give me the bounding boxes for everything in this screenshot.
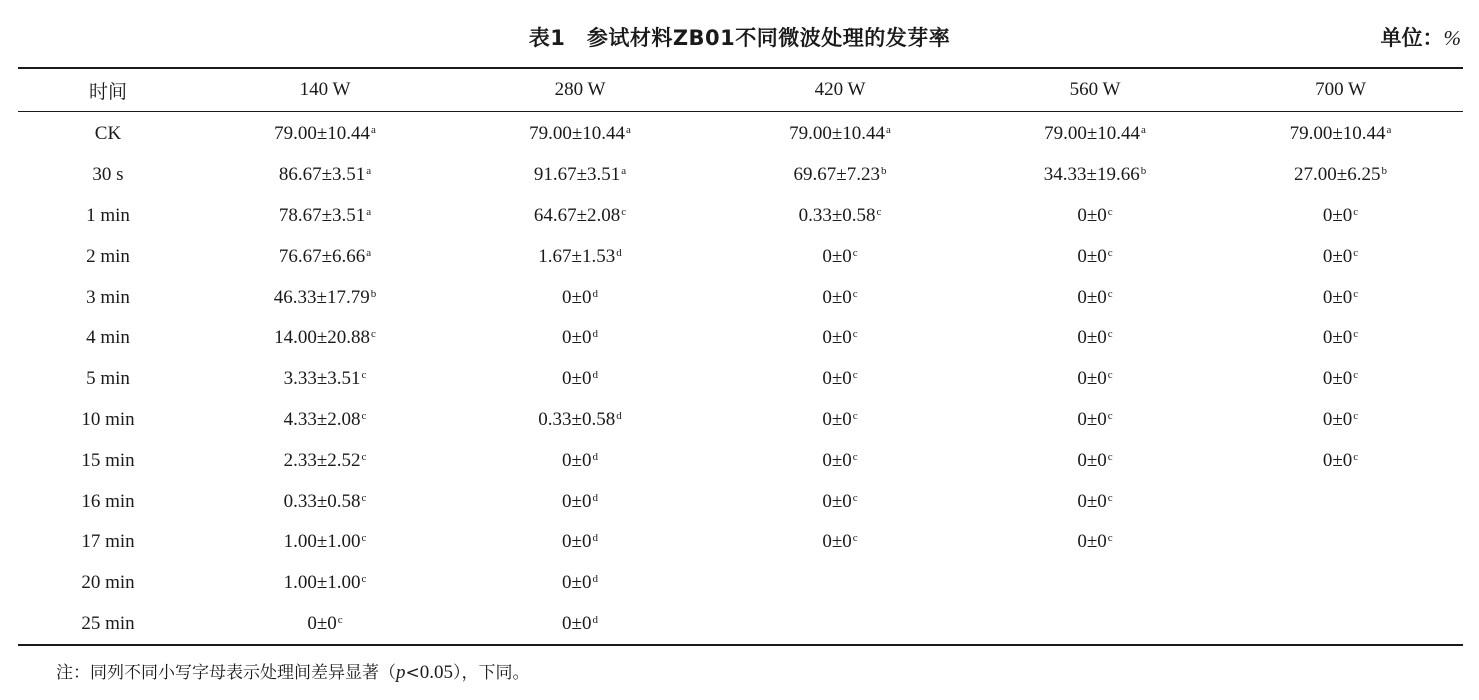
value-cell <box>972 277 1218 318</box>
value-cell <box>708 400 972 441</box>
germination-rate-table <box>18 67 1463 646</box>
footnote-threshold: 0.05 <box>419 662 453 683</box>
significance-letter: b <box>1140 165 1147 178</box>
significance-letter: c <box>876 205 882 218</box>
mean-sd-value: 3.33±3.51 <box>283 368 361 390</box>
significance-letter: c <box>1353 409 1359 422</box>
column-header-140w: 140 W <box>299 79 351 100</box>
value-cell <box>708 236 972 277</box>
mean-sd-value: 0±0 <box>822 368 852 390</box>
significance-letter: c <box>1353 450 1359 463</box>
significance-letter: c <box>1107 328 1113 341</box>
mean-sd-value: 0±0 <box>562 531 592 553</box>
mean-sd-value: 79.00±10.44 <box>1044 123 1141 145</box>
value-cell <box>452 277 708 318</box>
mean-sd-value: 0±0 <box>1077 245 1107 267</box>
value-cell <box>972 196 1218 237</box>
table-row <box>18 236 1463 277</box>
significance-letter: a <box>1141 124 1146 137</box>
unit-label <box>1381 20 1462 56</box>
mean-sd-value: 0±0 <box>822 531 852 553</box>
significance-letter: c <box>361 369 367 382</box>
column-header-700w: 700 W <box>1315 79 1366 100</box>
mean-sd-value: 79.00±10.44 <box>789 123 886 145</box>
time-cell: 16 min <box>81 490 135 512</box>
table-row <box>18 112 1463 155</box>
significance-letter: b <box>370 287 377 300</box>
significance-letter: c <box>1107 287 1113 300</box>
mean-sd-value: 0±0 <box>562 612 592 634</box>
time-cell: CK <box>94 123 122 145</box>
mean-sd-value: 0.33±0.58 <box>283 490 361 512</box>
value-cell <box>708 196 972 237</box>
title-row <box>0 20 1479 56</box>
mean-sd-value: 0±0 <box>1322 327 1353 349</box>
value-cell <box>198 112 452 155</box>
mean-sd-value: 0±0 <box>1077 327 1107 349</box>
time-cell: 17 min <box>81 531 135 553</box>
time-cell: 20 min <box>81 572 135 594</box>
table-title: 表1 参试材料ZB01不同微波处理的发芽率 <box>528 26 951 50</box>
value-cell <box>452 400 708 441</box>
significance-letter: c <box>1353 287 1359 300</box>
mean-sd-value: 2.33±2.52 <box>283 449 361 471</box>
table-row <box>18 277 1463 318</box>
mean-sd-value: 78.67±3.51 <box>278 204 366 226</box>
mean-sd-value: 1.00±1.00 <box>283 531 361 553</box>
significance-letter: c <box>1353 328 1359 341</box>
significance-letter: c <box>1107 205 1113 218</box>
value-cell <box>452 359 708 400</box>
value-cell <box>198 155 452 196</box>
significance-letter: d <box>592 491 598 504</box>
value-cell <box>972 155 1218 196</box>
mean-sd-value: 79.00±10.44 <box>529 123 626 145</box>
mean-sd-value: 0±0 <box>1077 408 1107 430</box>
significance-letter: c <box>1353 246 1359 259</box>
value-cell <box>708 277 972 318</box>
significance-letter: c <box>361 491 367 504</box>
mean-sd-value: 86.67±3.51 <box>278 164 366 186</box>
value-cell <box>198 440 452 481</box>
mean-sd-value: 46.33±17.79 <box>273 286 370 308</box>
significance-letter: b <box>1381 165 1387 178</box>
mean-sd-value: 1.67±1.53 <box>538 245 616 267</box>
value-cell <box>452 318 708 359</box>
mean-sd-value: 4.33±2.08 <box>283 408 361 430</box>
column-header-560w: 560 W <box>1069 79 1121 100</box>
mean-sd-value: 27.00±6.25 <box>1294 164 1381 186</box>
significance-letter: b <box>880 165 887 178</box>
significance-letter: c <box>852 409 858 422</box>
value-cell <box>972 359 1218 400</box>
value-cell <box>1218 400 1463 441</box>
mean-sd-value: 79.00±10.44 <box>1289 123 1386 145</box>
value-cell <box>1218 604 1463 646</box>
mean-sd-value: 0±0 <box>1077 490 1107 512</box>
value-cell <box>972 400 1218 441</box>
time-cell: 10 min <box>81 408 135 430</box>
value-cell <box>198 277 452 318</box>
mean-sd-value: 0±0 <box>562 368 592 390</box>
significance-letter: d <box>616 409 622 422</box>
mean-sd-value: 0±0 <box>822 490 852 512</box>
significance-letter: d <box>592 573 598 586</box>
table-row <box>18 604 1463 646</box>
significance-letter: d <box>592 328 598 341</box>
time-cell: 15 min <box>81 449 135 471</box>
mean-sd-value: 0±0 <box>1077 204 1107 226</box>
value-cell <box>452 196 708 237</box>
mean-sd-value: 34.33±19.66 <box>1043 164 1140 186</box>
footnote-before: 注：同列不同小写字母表示处理间差异显著（ <box>56 663 396 683</box>
mean-sd-value: 0±0 <box>562 286 592 308</box>
significance-letter: c <box>852 491 858 504</box>
significance-letter: c <box>852 532 858 545</box>
table-row <box>18 318 1463 359</box>
significance-letter: c <box>1107 246 1113 259</box>
table-row <box>18 359 1463 400</box>
significance-letter: c <box>852 369 858 382</box>
significance-letter: a <box>1386 124 1392 137</box>
significance-letter: c <box>852 450 858 463</box>
value-cell <box>972 236 1218 277</box>
significance-letter: a <box>366 165 372 178</box>
significance-letter: c <box>371 328 376 341</box>
table-row <box>18 196 1463 237</box>
value-cell <box>452 522 708 563</box>
value-cell <box>708 318 972 359</box>
value-cell <box>452 604 708 646</box>
mean-sd-value: 76.67±6.66 <box>278 245 366 267</box>
significance-letter: c <box>361 450 367 463</box>
significance-letter: c <box>1107 491 1113 504</box>
column-header-280w: 280 W <box>554 79 606 100</box>
mean-sd-value: 1.00±1.00 <box>283 572 361 594</box>
value-cell <box>1218 440 1463 481</box>
value-cell <box>972 440 1218 481</box>
value-cell <box>452 236 708 277</box>
time-cell: 25 min <box>81 612 135 634</box>
significance-letter: a <box>371 124 376 137</box>
time-cell: 1 min <box>86 204 130 226</box>
value-cell <box>972 318 1218 359</box>
significance-letter: c <box>852 287 858 300</box>
significance-letter: a <box>886 124 891 137</box>
value-cell <box>198 604 452 646</box>
value-cell <box>198 400 452 441</box>
table-row <box>18 522 1463 563</box>
mean-sd-value: 0.33±0.58 <box>798 204 876 226</box>
mean-sd-value: 0±0 <box>562 327 592 349</box>
value-cell <box>198 563 452 604</box>
mean-sd-value: 91.67±3.51 <box>533 164 621 186</box>
value-cell <box>198 318 452 359</box>
significance-letter: a <box>621 165 627 178</box>
mean-sd-value: 69.67±7.23 <box>793 164 880 186</box>
value-cell <box>708 440 972 481</box>
mean-sd-value: 0±0 <box>822 286 852 308</box>
mean-sd-value: 0±0 <box>822 245 852 267</box>
value-cell <box>1218 563 1463 604</box>
table-footnote <box>56 659 530 687</box>
value-cell <box>452 481 708 522</box>
mean-sd-value: 0.33±0.58 <box>538 408 616 430</box>
value-cell <box>1218 155 1463 196</box>
mean-sd-value: 79.00±10.44 <box>274 123 371 145</box>
significance-letter: c <box>1107 409 1113 422</box>
value-cell <box>708 359 972 400</box>
table-row <box>18 155 1463 196</box>
footnote-operator: < <box>405 663 420 683</box>
mean-sd-value: 0±0 <box>1077 531 1107 553</box>
value-cell <box>708 563 972 604</box>
significance-letter: c <box>1353 205 1359 218</box>
column-header-420w: 420 W <box>814 79 866 100</box>
mean-sd-value: 0±0 <box>562 490 592 512</box>
significance-letter: c <box>1107 369 1113 382</box>
significance-letter: c <box>361 409 367 422</box>
table-row <box>18 440 1463 481</box>
significance-letter: d <box>592 532 598 545</box>
significance-letter: c <box>1353 369 1359 382</box>
time-cell: 5 min <box>86 368 130 390</box>
significance-letter: d <box>592 369 598 382</box>
mean-sd-value: 0±0 <box>562 572 592 594</box>
mean-sd-value: 0±0 <box>822 449 852 471</box>
mean-sd-value: 0±0 <box>1322 408 1353 430</box>
mean-sd-value: 0±0 <box>822 408 852 430</box>
mean-sd-value: 0±0 <box>1077 368 1107 390</box>
value-cell <box>708 604 972 646</box>
value-cell <box>1218 112 1463 155</box>
significance-letter: c <box>621 205 627 218</box>
significance-letter: a <box>366 246 372 259</box>
column-header-time: 时间 <box>88 80 127 103</box>
table-body <box>18 112 1463 646</box>
value-cell <box>198 359 452 400</box>
significance-letter: d <box>616 246 622 259</box>
table-row <box>18 400 1463 441</box>
mean-sd-value: 0±0 <box>1077 286 1107 308</box>
table-row <box>18 563 1463 604</box>
table-header-row <box>18 68 1463 112</box>
mean-sd-value: 0±0 <box>1322 204 1353 226</box>
value-cell <box>708 112 972 155</box>
value-cell <box>972 481 1218 522</box>
value-cell <box>1218 277 1463 318</box>
value-cell <box>708 522 972 563</box>
mean-sd-value: 0±0 <box>822 327 852 349</box>
value-cell <box>452 440 708 481</box>
unit-prefix: 单位： <box>1380 26 1444 50</box>
value-cell <box>972 112 1218 155</box>
significance-letter: a <box>366 205 372 218</box>
value-cell <box>1218 481 1463 522</box>
mean-sd-value: 0±0 <box>1322 245 1353 267</box>
unit-symbol: % <box>1443 26 1461 50</box>
value-cell <box>452 563 708 604</box>
value-cell <box>452 112 708 155</box>
footnote-p-variable: p <box>396 662 406 683</box>
significance-letter: c <box>361 532 367 545</box>
mean-sd-value: 64.67±2.08 <box>533 204 621 226</box>
value-cell <box>972 522 1218 563</box>
value-cell <box>1218 318 1463 359</box>
time-cell: 3 min <box>86 286 130 308</box>
value-cell <box>198 481 452 522</box>
value-cell <box>972 563 1218 604</box>
mean-sd-value: 0±0 <box>307 612 337 634</box>
significance-letter: d <box>592 450 598 463</box>
value-cell <box>1218 196 1463 237</box>
value-cell <box>198 196 452 237</box>
time-cell: 30 s <box>92 164 124 186</box>
significance-letter: d <box>592 613 598 626</box>
value-cell <box>198 236 452 277</box>
value-cell <box>198 522 452 563</box>
value-cell <box>972 604 1218 646</box>
significance-letter: c <box>852 328 858 341</box>
value-cell <box>1218 236 1463 277</box>
time-cell: 2 min <box>86 245 130 267</box>
mean-sd-value: 0±0 <box>1077 449 1107 471</box>
time-cell: 4 min <box>86 327 130 349</box>
value-cell <box>1218 359 1463 400</box>
mean-sd-value: 0±0 <box>1322 286 1353 308</box>
value-cell <box>1218 522 1463 563</box>
significance-letter: c <box>361 573 367 586</box>
significance-letter: c <box>1107 450 1113 463</box>
significance-letter: c <box>1107 532 1113 545</box>
significance-letter: a <box>626 124 631 137</box>
mean-sd-value: 14.00±20.88 <box>274 327 371 349</box>
significance-letter: c <box>337 613 343 626</box>
significance-letter: d <box>592 287 598 300</box>
value-cell <box>708 481 972 522</box>
mean-sd-value: 0±0 <box>1322 449 1353 471</box>
mean-sd-value: 0±0 <box>562 449 592 471</box>
value-cell <box>708 155 972 196</box>
table-row <box>18 481 1463 522</box>
significance-letter: c <box>852 246 858 259</box>
mean-sd-value: 0±0 <box>1322 368 1353 390</box>
footnote-after: ），下同。 <box>453 663 530 683</box>
value-cell <box>452 155 708 196</box>
